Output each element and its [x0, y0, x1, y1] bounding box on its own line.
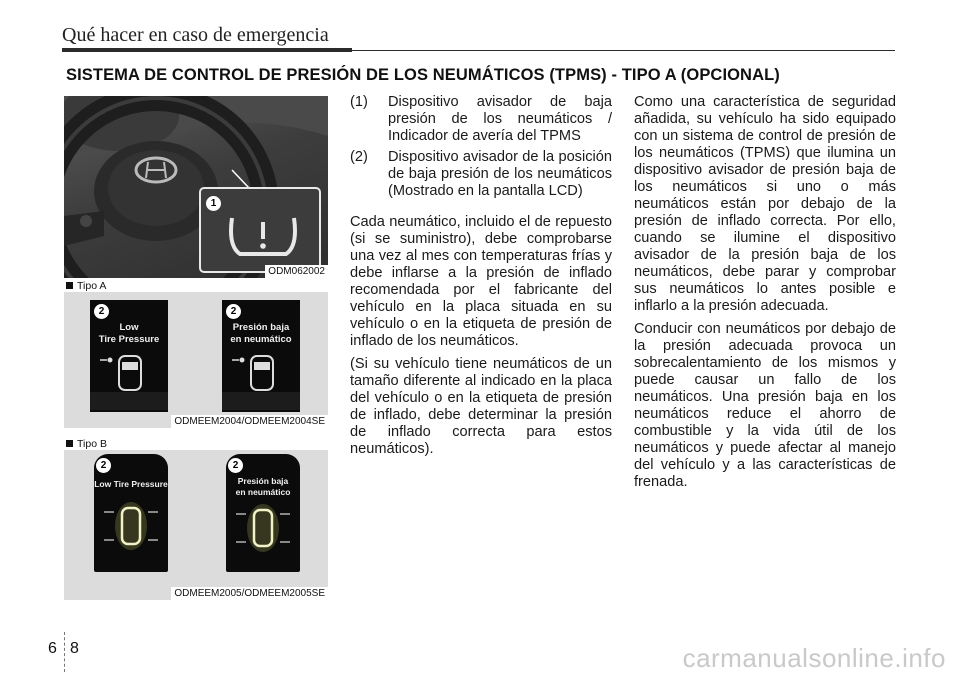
- figure-code-tipo-a: ODMEEM2004/ODMEEM2004SE: [171, 415, 328, 428]
- steering-wheel-illustration: [64, 96, 328, 278]
- callout-badge-1: 1: [206, 196, 221, 211]
- list-item: (1) Dispositivo avisador de baja presión de los neumáticos / Indicador de avería del TPMS: [350, 94, 612, 144]
- tipo-a-label: Tipo A: [66, 280, 106, 292]
- paragraph: Conducir con neumáticos por debajo de la presión adecuada provoca un sobrecalentamiento de los mismos y puede causar un fallo de los neumáticos. Una presión baja en los neumáticos reduce el ahorro de combustible y la vida útil de los neumáticos y puede afectar al manejo del vehículo y a las características de frenada.: [634, 321, 896, 490]
- paragraph: (Si su vehículo tiene neumáticos de un tamaño diferente al indicado en la placa del vehículo o en la etiqueta de presión de inflado, debe determinar la presión de inflado correcta para estos neumáticos).: [350, 356, 612, 457]
- callout-badge-2c: 2: [96, 458, 111, 473]
- header-rule-thick: [62, 48, 352, 52]
- callout-badge-2b: 2: [226, 304, 241, 319]
- figure-code-tipo-b: ODMEEM2005/ODMEEM2005SE: [171, 587, 328, 600]
- watermark: carmanualsonline.info: [682, 643, 946, 673]
- chapter-title: Qué hacer en caso de emergencia: [62, 24, 329, 46]
- page-number: 8: [70, 640, 79, 657]
- lcd-text: Low Tire Pressure: [98, 322, 160, 345]
- figure-steering-wheel: [64, 96, 328, 278]
- paragraph: Cada neumático, incluido el de repuesto (si se suministro), debe comprobarse una vez al mes con temperaturas frías y debe inflarse a la presión de inflado recomendada por el fabricante del vehículo en la placa situada en su vehículo o en la etiqueta de presión de inflado de los neumáticos.: [350, 214, 612, 349]
- section-title: SISTEMA DE CONTROL DE PRESIÓN DE LOS NEUMÁTICOS (TPMS) - TIPO A (OPCIONAL): [66, 66, 780, 84]
- tipo-b-label: Tipo B: [66, 438, 107, 450]
- page-section-number: 6: [48, 640, 57, 657]
- middle-text-column: [350, 94, 612, 458]
- figure-tipo-a: [64, 292, 328, 428]
- list-item: (2) Dispositivo avisador de la posición de baja presión de los neumáticos (Mostrado en la pantalla LCD): [350, 149, 612, 199]
- header-rule-thin: [352, 50, 895, 51]
- page-number-divider: [64, 632, 65, 672]
- right-text-column: [634, 94, 896, 491]
- figure-code-top: ODM062002: [265, 265, 328, 278]
- figure-tipo-b: [64, 450, 328, 600]
- callout-badge-2a: 2: [94, 304, 109, 319]
- paragraph: Como una característica de seguridad añadida, su vehículo ha sido equipado con un sistema de control de presión de los neumáticos (TPMS) que ilumina un dispositivo avisador de presión baja de los neumáticos si uno o más neumáticos están por debajo de la presión de inflado correcta. Por ello, cuando se ilumine el dispositivo avisador de la presión baja de los neumáticos, debe parar y comprobar sus neumáticos lo antes posible e inflarlo a la presión adecuada.: [634, 94, 896, 314]
- callout-badge-2d: 2: [228, 458, 243, 473]
- lcd-text: Presión baja en neumático: [230, 322, 292, 345]
- lcd-text: Presión baja en neumático: [235, 476, 291, 497]
- lcd-text: Low Tire Pressure: [94, 479, 168, 489]
